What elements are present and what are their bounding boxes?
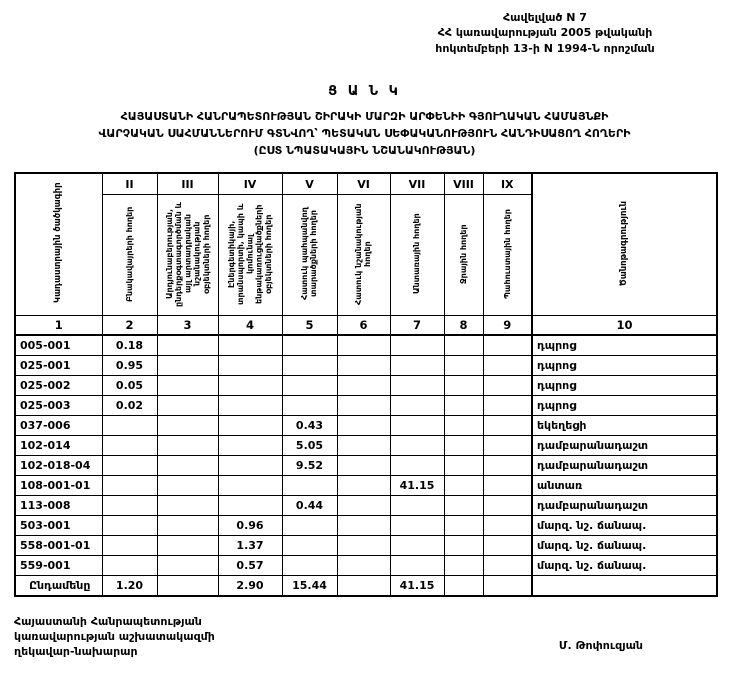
value-cell: [157, 376, 218, 396]
value-cell: [102, 536, 157, 556]
value-cell: [218, 396, 282, 416]
roman-numeral-cell: VIII: [444, 173, 483, 195]
cadastral-code-cell: 108-001-01: [15, 476, 102, 496]
note-cell: դամբարանադաշտ: [532, 456, 717, 476]
document-title: Ց Ա Ն Կ: [328, 84, 401, 100]
value-cell: [337, 335, 390, 356]
value-cell: [483, 536, 532, 556]
roman-numeral-cell: V: [282, 173, 337, 195]
value-cell: [157, 476, 218, 496]
table-row: [15, 335, 717, 356]
table-row: [15, 396, 717, 416]
appendix-number: Հավելված N 7: [503, 11, 587, 24]
value-cell: 0.05: [102, 376, 157, 396]
note-cell: մարզ. նշ. ճանապ.: [532, 516, 717, 536]
column-header-special-purpose: Հատուկ նշանակության հողեր: [337, 195, 390, 316]
value-cell: [282, 536, 337, 556]
value-cell: 9.52: [282, 456, 337, 476]
roman-numeral-cell: VII: [390, 173, 444, 195]
value-cell: [337, 496, 390, 516]
column-number-cell: 2: [102, 316, 157, 336]
value-cell: 2.90: [218, 576, 282, 597]
value-cell: [157, 416, 218, 436]
total-label-cell: Ընդամենը: [15, 576, 102, 597]
value-cell: [282, 476, 337, 496]
cadastral-code-cell: 558-001-01: [15, 536, 102, 556]
value-cell: [157, 456, 218, 476]
column-header-note: [532, 173, 717, 316]
value-cell: [444, 476, 483, 496]
value-cell: 0.57: [218, 556, 282, 576]
value-cell: [483, 496, 532, 516]
value-cell: 41.15: [390, 476, 444, 496]
value-cell: [390, 416, 444, 436]
value-cell: [218, 356, 282, 376]
value-cell: 0.96: [218, 516, 282, 536]
value-cell: [390, 396, 444, 416]
column-number-cell: 1: [15, 316, 102, 336]
subtitle-line-3: (ԸՍՏ ՆՊԱՏԱԿԱՅԻՆ ՆՇԱՆԱԿՈՒԹՅԱՆ): [253, 144, 476, 158]
value-cell: [483, 556, 532, 576]
column-number-cell: 7: [390, 316, 444, 336]
value-cell: [483, 476, 532, 496]
table-row: [15, 456, 717, 476]
value-cell: [444, 576, 483, 597]
note-cell: դամբարանադաշտ: [532, 496, 717, 516]
value-cell: [157, 576, 218, 597]
value-cell: [157, 356, 218, 376]
land-table: [14, 172, 718, 597]
table-row: [15, 536, 717, 556]
column-header-cadastral-code: [15, 173, 102, 316]
column-header-note-label: Ծանոթագրություն: [618, 200, 629, 286]
roman-numeral-cell: IX: [483, 173, 532, 195]
column-header-industrial: Արդյունաբերության, ընդերքօգտագործման և այլ արտադրական նշանակության օբյեկտների հողեր: [157, 195, 218, 316]
note-cell: դպրոց: [532, 335, 717, 356]
value-cell: [444, 536, 483, 556]
value-cell: [337, 516, 390, 536]
roman-numeral-cell: IV: [218, 173, 282, 195]
value-cell: 0.95: [102, 356, 157, 376]
footer: [14, 615, 715, 660]
value-cell: [483, 376, 532, 396]
value-cell: [444, 496, 483, 516]
note-cell: դպրոց: [532, 396, 717, 416]
value-cell: [337, 456, 390, 476]
column-header-energy-transport: Էներգետիկայի, տրանսպորտի, կապի և կոմունալ ենթակառուցվածքների օբյեկտների հողեր: [218, 195, 282, 316]
value-cell: [483, 356, 532, 376]
table-row: [15, 496, 717, 516]
value-cell: [390, 516, 444, 536]
value-cell: [337, 376, 390, 396]
value-cell: [157, 496, 218, 516]
value-cell: [157, 335, 218, 356]
value-cell: [282, 516, 337, 536]
value-cell: [444, 436, 483, 456]
value-cell: [444, 376, 483, 396]
value-cell: [282, 556, 337, 576]
value-cell: [390, 356, 444, 376]
total-row: [15, 576, 717, 597]
value-cell: [102, 516, 157, 536]
signature-name: Մ. Թոփուզյան: [558, 639, 643, 652]
value-cell: [483, 396, 532, 416]
value-cell: 0.02: [102, 396, 157, 416]
note-cell: դպրոց: [532, 376, 717, 396]
column-number-cell: 9: [483, 316, 532, 336]
cadastral-code-cell: 025-003: [15, 396, 102, 416]
subtitle-line-1: ՀԱՅԱՍՏԱՆԻ ՀԱՆՐԱՊԵՏՈՒԹՅԱՆ ՇԻՐԱԿԻ ՄԱՐԶԻ ԱՐՓԵՆԻԻ ԳՅՈՒՂԱԿԱՆ ՀԱՄԱՅՆՔԻ: [120, 110, 609, 124]
value-cell: [444, 456, 483, 476]
value-cell: [102, 456, 157, 476]
roman-numeral-cell: III: [157, 173, 218, 195]
table-row: [15, 416, 717, 436]
value-cell: 0.44: [282, 496, 337, 516]
value-cell: [337, 416, 390, 436]
table-row: [15, 556, 717, 576]
column-number-cell: 10: [532, 316, 717, 336]
value-cell: 41.15: [390, 576, 444, 597]
signatory-title-line-1: Հայաստանի Հանրապետության: [14, 615, 202, 629]
value-cell: [102, 416, 157, 436]
note-cell: դպրոց: [532, 356, 717, 376]
roman-numeral-cell: II: [102, 173, 157, 195]
value-cell: [337, 436, 390, 456]
column-header-forest: Անտառային հողեր: [390, 195, 444, 316]
value-cell: [483, 456, 532, 476]
value-cell: [157, 396, 218, 416]
value-cell: [337, 396, 390, 416]
column-number-cell: 3: [157, 316, 218, 336]
value-cell: [444, 356, 483, 376]
value-cell: 0.18: [102, 335, 157, 356]
value-cell: [337, 576, 390, 597]
cadastral-code-cell: 559-001: [15, 556, 102, 576]
table-body: [15, 335, 717, 596]
signatory-title-block: [14, 615, 215, 660]
value-cell: 0.43: [282, 416, 337, 436]
value-cell: [218, 376, 282, 396]
decree-number-line: հոկտեմբերի 13-ի N 1994-Ն որոշման: [435, 41, 655, 55]
cadastral-code-cell: 102-014: [15, 436, 102, 456]
value-cell: [337, 476, 390, 496]
signatory-title-line-2: կառավարության աշխատակազմի: [14, 630, 215, 644]
value-cell: [102, 556, 157, 576]
value-cell: [157, 516, 218, 536]
table-row: [15, 476, 717, 496]
note-cell: անտառ: [532, 476, 717, 496]
value-cell: [483, 516, 532, 536]
note-cell: [532, 576, 717, 597]
value-cell: [444, 516, 483, 536]
column-number-cell: 5: [282, 316, 337, 336]
table-row: [15, 436, 717, 456]
cadastral-code-cell: 025-002: [15, 376, 102, 396]
value-cell: 1.37: [218, 536, 282, 556]
decree-issuer-line: ՀՀ կառավարության 2005 թվականի: [437, 26, 653, 40]
value-cell: [218, 476, 282, 496]
value-cell: [390, 436, 444, 456]
subtitle-line-2: ՎԱՐՉԱԿԱՆ ՍԱՀՄԱՆՆԵՐՈՒՄ ԳՏՆՎՈՂ՝ ՊԵՏԱԿԱՆ ՍԵՓԱԿԱՆՈՒԹՅՈՒՆ ՀԱՆԴԻՍԱՑՈՂ ՀՈՂԵՐԻ: [98, 127, 631, 141]
value-cell: [390, 536, 444, 556]
value-cell: 5.05: [282, 436, 337, 456]
value-cell: [390, 496, 444, 516]
signatory-title-line-3: ղեկավար-նախարար: [14, 645, 138, 658]
table-row: [15, 376, 717, 396]
roman-numeral-cell: VI: [337, 173, 390, 195]
value-cell: [218, 335, 282, 356]
value-cell: [444, 396, 483, 416]
column-header-residential: Բնակավայրերի հողեր: [102, 195, 157, 316]
column-number-row: [15, 316, 717, 336]
value-cell: [218, 436, 282, 456]
value-cell: [157, 536, 218, 556]
cadastral-code-cell: 037-006: [15, 416, 102, 436]
cadastral-code-cell: 113-008: [15, 496, 102, 516]
value-cell: [444, 556, 483, 576]
value-cell: [483, 576, 532, 597]
value-cell: [102, 436, 157, 456]
value-cell: [102, 496, 157, 516]
value-cell: [282, 356, 337, 376]
column-number-cell: 4: [218, 316, 282, 336]
column-header-protected-areas: Հատուկ պահպանվող տարածքների հողեր: [282, 195, 337, 316]
value-cell: [218, 416, 282, 436]
cadastral-code-cell: 102-018-04: [15, 456, 102, 476]
cadastral-code-cell: 503-001: [15, 516, 102, 536]
note-cell: դամբարանադաշտ: [532, 436, 717, 456]
value-cell: [444, 416, 483, 436]
value-cell: 1.20: [102, 576, 157, 597]
value-cell: [282, 396, 337, 416]
value-cell: [102, 476, 157, 496]
value-cell: [444, 335, 483, 356]
column-header-water: Ջրային հողեր: [444, 195, 483, 316]
cadastral-code-cell: 025-001: [15, 356, 102, 376]
value-cell: 15.44: [282, 576, 337, 597]
value-cell: [337, 356, 390, 376]
note-cell: եկեղեցի: [532, 416, 717, 436]
value-cell: [218, 496, 282, 516]
column-number-cell: 6: [337, 316, 390, 336]
document-subtitle: [0, 108, 729, 159]
note-cell: մարզ. նշ. ճանապ.: [532, 536, 717, 556]
value-cell: [390, 556, 444, 576]
table-row: [15, 356, 717, 376]
value-cell: [157, 556, 218, 576]
column-number-cell: 8: [444, 316, 483, 336]
column-header-reserve: Պահուստային հողեր: [483, 195, 532, 316]
value-cell: [218, 456, 282, 476]
value-cell: [483, 436, 532, 456]
value-cell: [390, 456, 444, 476]
cadastral-code-cell: 005-001: [15, 335, 102, 356]
roman-numeral-row: [15, 173, 717, 195]
appendix-reference-block: [365, 10, 725, 56]
table-row: [15, 516, 717, 536]
value-cell: [390, 335, 444, 356]
value-cell: [390, 376, 444, 396]
value-cell: [483, 335, 532, 356]
value-cell: [337, 556, 390, 576]
column-header-cadastral-code-label: Կադաստրային ծածկագիր: [52, 183, 63, 304]
value-cell: [282, 335, 337, 356]
value-cell: [337, 536, 390, 556]
value-cell: [282, 376, 337, 396]
value-cell: [157, 436, 218, 456]
note-cell: մարզ. նշ. ճանապ.: [532, 556, 717, 576]
value-cell: [483, 416, 532, 436]
